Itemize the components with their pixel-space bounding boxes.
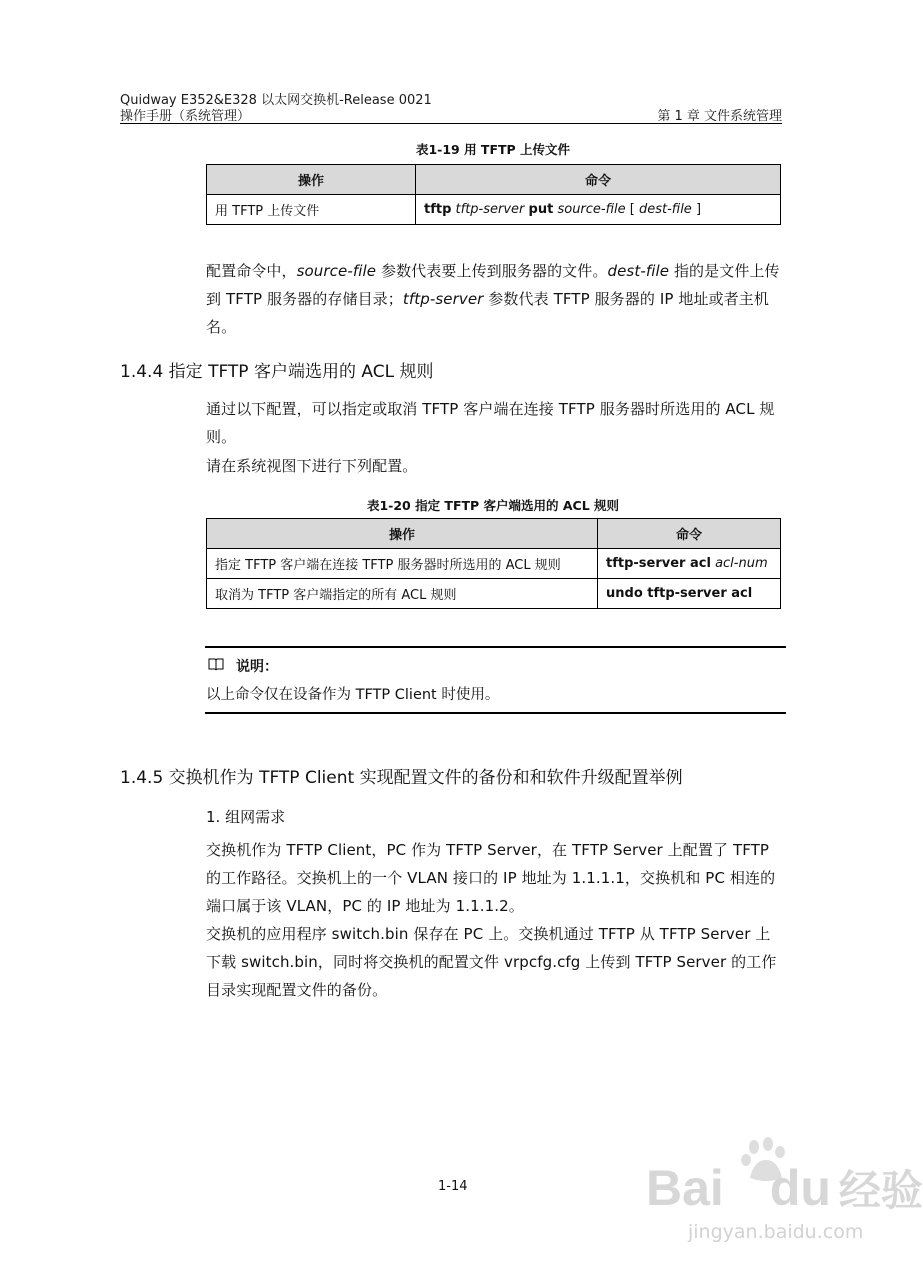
text-run: 参数代表要上传到服务器的文件。 (376, 262, 608, 280)
command-keyword: tftp (424, 202, 452, 217)
header-rule (120, 123, 782, 124)
command-keyword: tftp-server acl (606, 556, 711, 571)
table-header-command: 命令 (416, 165, 781, 195)
table-row (207, 195, 781, 225)
text-run: 指的是文件上传到 TFTP 服务器的存储目录； (206, 262, 780, 308)
section-heading: 1.4.4 指定 TFTP 客户端选用的 ACL 规则 (120, 362, 434, 382)
paragraph-network-requirements: 交换机作为 TFTP Client，PC 作为 TFTP Server，在 TFTP Server 上配置了 TFTP 的工作路径。交换机上的一个 VLAN 接口的 IP 地址为 1.1.1.1，交换机和 PC 相连的端口属于该 VLAN，PC 的 IP 地址为 1.1.1.2。 (206, 841, 776, 915)
table-row (207, 549, 781, 579)
section-heading: 1.4.5 交换机作为 TFTP Client 实现配置文件的备份和和软件升级配置举例 (120, 768, 683, 788)
table-header-operation: 操作 (207, 519, 598, 549)
watermark-brand (646, 1160, 923, 1219)
document-title: Quidway E352&E328 以太网交换机-Release 0021 (120, 93, 432, 108)
note-bottom-rule (205, 712, 786, 714)
watermark-brand-text: du (769, 1160, 831, 1216)
document-subtitle: 操作手册（系统管理） (120, 109, 251, 124)
paragraph-acl-intro: 通过以下配置，可以指定或取消 TFTP 客户端在连接 TFTP 服务器时所选用的 ACL 规则。 (206, 400, 775, 446)
command-bracket: [ (629, 202, 635, 217)
page-number: 1-14 (438, 1179, 468, 1194)
text-run: 配置命令中， (206, 262, 297, 280)
watermark-url: jingyan.baidu.com (688, 1221, 864, 1243)
paragraph-backup-upgrade: 交换机的应用程序 switch.bin 保存在 PC 上。交换机通过 TFTP 从 TFTP Server 上下载 switch.bin，同时将交换机的配置文件 vrpcfg.cfg 上传到 TFTP Server 的工作目录实现配置文件的备份。 (206, 925, 777, 999)
watermark-brand-cn: 经验 (838, 1167, 923, 1214)
table-caption: 表1-19 用 TFTP 上传文件 (415, 142, 571, 157)
table-cell-operation: 指定 TFTP 客户端在连接 TFTP 服务器时所选用的 ACL 规则 (207, 549, 598, 579)
subsection-heading: 1. 组网需求 (206, 808, 286, 826)
command-argument: source-file (557, 202, 626, 217)
upload-command-table (206, 164, 781, 225)
table-cell-operation: 用 TFTP 上传文件 (207, 195, 416, 225)
note-text: 以上命令仅在设备作为 TFTP Client 时使用。 (206, 687, 500, 703)
command-bracket: ] (695, 202, 702, 217)
table-header-operation: 操作 (207, 165, 416, 195)
text-run: 参数代表 TFTP 服务器的 IP 地址或者主机名。 (206, 290, 769, 336)
paragraph-system-view: 请在系统视图下进行下列配置。 (206, 457, 418, 475)
parameter-name: tftp-server (402, 290, 484, 308)
command-keyword: undo tftp-server acl (606, 586, 753, 601)
parameter-name: source-file (296, 262, 377, 280)
table-cell-operation: 取消为 TFTP 客户端指定的所有 ACL 规则 (207, 579, 598, 609)
command-argument: tftp-server (455, 202, 525, 217)
chapter-title: 第 1 章 文件系统管理 (657, 109, 782, 124)
parameter-name: dest-file (607, 262, 670, 280)
table-cell-command (598, 549, 781, 579)
note-title: 说明： (236, 659, 278, 675)
note-top-rule (205, 646, 786, 648)
table-header-command: 命令 (598, 519, 781, 549)
paragraph-parameters (206, 257, 784, 341)
command-argument: acl-num (715, 556, 768, 571)
acl-command-table (206, 518, 781, 609)
book-icon (208, 656, 224, 670)
table-cell-command (598, 579, 781, 609)
command-argument: dest-file (638, 202, 692, 217)
watermark-brand-text: Bai (646, 1160, 724, 1216)
table-cell-command (416, 195, 781, 225)
table-row (207, 579, 781, 609)
command-keyword: put (528, 202, 554, 217)
table-caption: 表1-20 指定 TFTP 客户端选用的 ACL 规则 (366, 498, 620, 513)
